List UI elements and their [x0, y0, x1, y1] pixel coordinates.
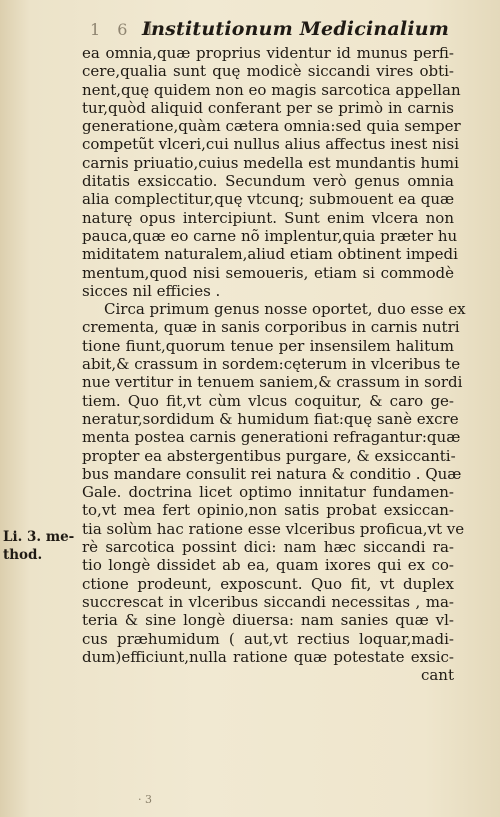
- text-line: cus præhumidum ( aut,vt rectius loquar,madi-: [82, 629, 454, 648]
- text-line: ditatis exsiccatio. Secundum verò genus omnia: [82, 172, 454, 191]
- text-line: ea omnia,quæ proprius videntur id munus perfi-: [82, 44, 454, 62]
- margin-note: [3, 528, 77, 565]
- text-line: crementa, quæ in sanis corporibus in carnis nutri: [82, 318, 460, 337]
- text-line: alia complectitur,quę vtcunq; submouent ea quæ: [82, 190, 455, 209]
- text-line: mentum,quod nisi semoueris, etiam si commodè: [82, 263, 454, 282]
- text-line: abit,& crassum in sordem:cęterum in vlceribus te: [82, 355, 461, 374]
- text-line: tio longè dissidet ab ea, quam ixores qui ex co-: [82, 556, 454, 575]
- text-line: tiem. Quo fit,vt cùm vlcus coquitur, & caro ge-: [82, 391, 454, 410]
- text-line: bus mandare consulit rei natura & conditio . Quæ: [82, 464, 462, 483]
- text-line: tur,quòd aliquid conferant per se primò in carnis: [82, 98, 454, 117]
- main-text: [82, 44, 466, 685]
- text-line: miditatem naturalem,aliud etiam obtinent impedi: [82, 245, 458, 264]
- paragraph-start-line: Circa primum genus nosse oportet, duo esse ex: [104, 300, 466, 319]
- text-line: Gale. doctrina licet optimo innitatur fundamen-: [82, 483, 454, 502]
- text-line: teria & sine longè diuersa: nam sanies quæ vl-: [82, 611, 454, 630]
- signature-mark: · 3: [138, 793, 152, 806]
- margin-note-line: thod.: [3, 547, 43, 564]
- text-line: carnis priuatio,cuius medella est mundantis humi: [82, 153, 459, 172]
- text-line: rè sarcotica possint dici: nam hæc siccandi ra-: [82, 538, 454, 557]
- text-line: tione fiunt,quorum tenue per insensilem halitum: [82, 336, 454, 355]
- text-line: tia solùm hac ratione esse vlceribus proficua,vt ve: [82, 519, 465, 538]
- text-line: pauca,quæ eo carne nõ implentur,quia præter hu: [82, 226, 458, 245]
- text-line: neratur,sordidum & humidum fiat:quę sanè excre: [82, 409, 459, 428]
- text-line: cere,qualia sunt quę modicè siccandi vires obti-: [82, 62, 454, 81]
- text-line: generatione,quàm cætera omnia:sed quia semper: [82, 117, 461, 136]
- text-line: nent,quę quidem non eo magis sarcotica appellan: [82, 80, 461, 99]
- running-title: Institutionum Medicinalium: [142, 18, 450, 40]
- text-line: competũt vlceri,cui nullus alius affectus inest nisi: [82, 135, 460, 154]
- text-line: to,vt mea fert opinio,non satis probat exsiccan-: [82, 501, 454, 520]
- text-line: naturę opus intercipiunt. Sunt enim vlcera non: [82, 208, 454, 227]
- catchword: cant: [420, 666, 454, 685]
- text-line: menta postea carnis generationi refragantur:quæ: [82, 428, 461, 447]
- text-line: sicces nil efficies .: [82, 281, 221, 300]
- margin-note-line: Li. 3. me-: [3, 529, 75, 545]
- text-line: succrescat in vlceribus siccandi necessitas , ma-: [82, 592, 454, 611]
- text-line: propter ea abstergentibus purgare, & exsiccanti-: [82, 446, 456, 465]
- text-line: dum)efficiunt,nulla ratione quæ potestate exsic-: [82, 647, 454, 666]
- text-line: ctione prodeunt, exposcunt. Quo fit, vt duplex: [82, 574, 454, 593]
- page-header: [0, 16, 500, 44]
- text-line: nue vertitur in tenuem saniem,& crassum in sordi: [82, 373, 463, 392]
- page-number: 1 6 1: [90, 20, 161, 39]
